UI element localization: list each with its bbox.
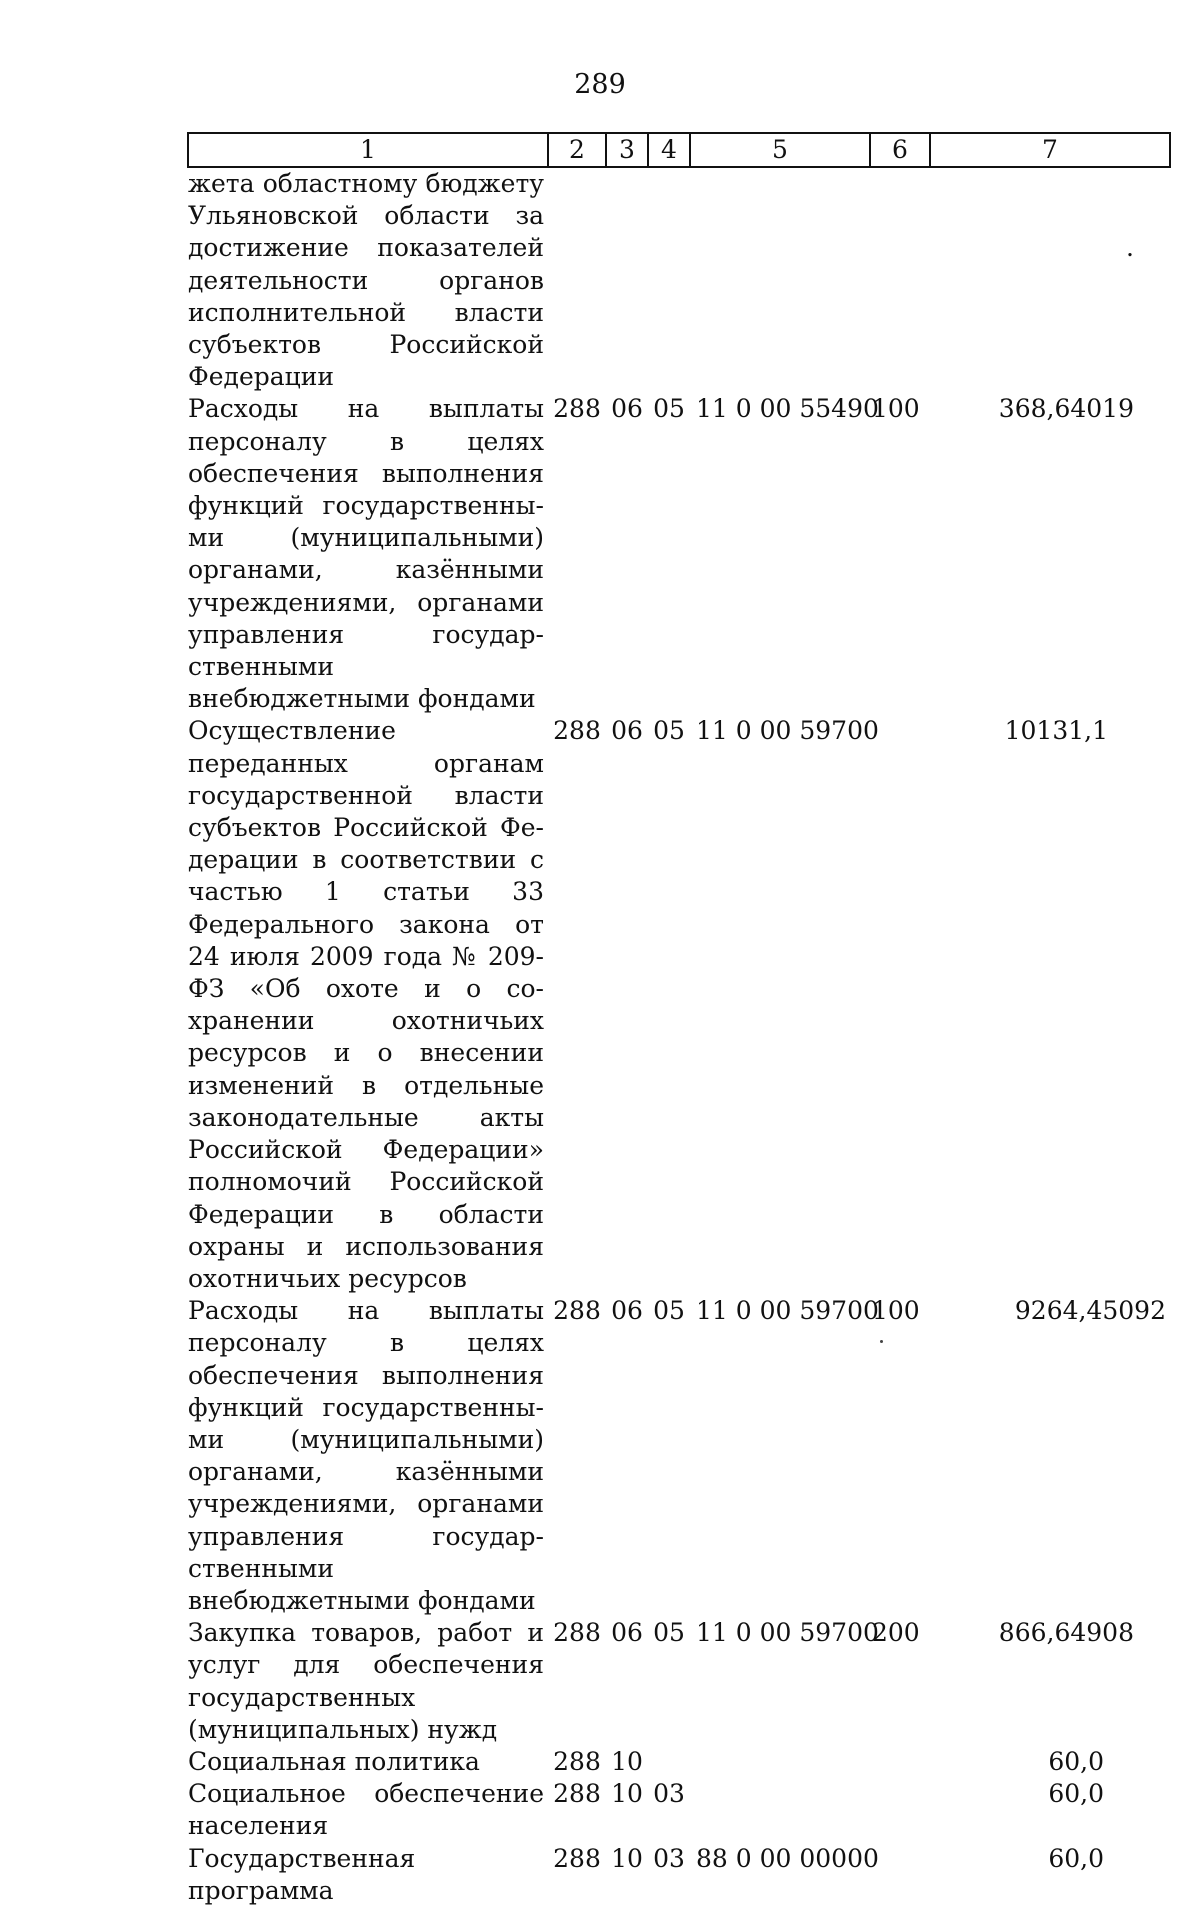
row-name: Социальная политика xyxy=(188,1746,480,1776)
row-section-code: 10 xyxy=(611,1779,643,1809)
table-row xyxy=(188,715,1170,1295)
row-target-code xyxy=(690,1778,870,1842)
row-name: Расходы на выплаты персоналу в целях обеспечения выполнения функций государственными (муниципальными) органами, казёнными учреждениями, органами управления государственными внебюджетными фондами xyxy=(188,394,544,714)
row-amount: 60,0 xyxy=(1048,1746,1104,1776)
row-subsection-code: 05 xyxy=(653,394,685,424)
header-col-3: 3 xyxy=(606,133,648,167)
row-expense-type xyxy=(870,167,930,393)
stray-dot xyxy=(880,1340,883,1343)
row-amount: 9264,45092 xyxy=(1014,1296,1166,1326)
row-section-code: 06 xyxy=(611,1618,643,1648)
row-amount: 10131,1 xyxy=(1004,716,1108,746)
header-col-2: 2 xyxy=(548,133,606,167)
row-expense-type: 100 xyxy=(872,394,920,424)
row-section-code xyxy=(606,167,648,393)
row-section-code: 10 xyxy=(611,1843,643,1873)
row-subsection-code: 03 xyxy=(653,1843,685,1873)
row-target-code xyxy=(690,1746,870,1778)
row-ministry-code: 288 xyxy=(553,1779,601,1809)
row-amount: 60,0 xyxy=(1048,1843,1104,1873)
table-row xyxy=(188,1295,1170,1617)
row-section-code: 10 xyxy=(611,1746,643,1776)
row-section-code: 06 xyxy=(611,1296,643,1326)
page-number: 289 xyxy=(574,69,626,100)
header-col-4: 4 xyxy=(648,133,690,167)
row-target-code: 11 0 00 59700 xyxy=(696,1618,879,1648)
row-name: Осуществление переданных органам государственной власти субъектов Российской Федерации в соответствии с частью 1 статьи 33 Федерального закона от 24 июля 2009 года № 209-ФЗ «Об охоте и о сохранении охотничьих ресурсов и о внесении изменений в отдельные законодательные акты Российской Федерации» полномочий Российской Федерации в области охраны и использования охотничьих ресурсов xyxy=(188,716,544,1293)
stray-mark: . xyxy=(1126,233,1134,262)
row-amount xyxy=(930,167,1170,393)
header-col-6: 6 xyxy=(870,133,930,167)
row-expense-type xyxy=(870,715,930,1295)
row-ministry-code: 288 xyxy=(553,716,601,746)
row-subsection-code: 03 xyxy=(653,1779,685,1809)
row-amount: 866,64908 xyxy=(998,1618,1134,1648)
table-row xyxy=(188,393,1170,715)
row-target-code: 11 0 00 55490 xyxy=(696,394,879,424)
row-ministry-code xyxy=(548,167,606,393)
row-expense-type xyxy=(870,1746,930,1778)
row-name: жета областному бюджету Ульяновской области за достижение показателей деятельности органов исполнительной власти субъектов Российской Федерации xyxy=(188,169,544,392)
row-ministry-code: 288 xyxy=(553,1618,601,1648)
row-subsection-code xyxy=(648,167,690,393)
row-expense-type: 200 xyxy=(872,1618,920,1648)
row-target-code: 11 0 00 59700 xyxy=(696,716,879,746)
table-row xyxy=(188,1843,1170,1907)
table-row xyxy=(188,1746,1170,1778)
row-expense-type xyxy=(870,1778,930,1842)
header-row xyxy=(188,133,1170,167)
row-expense-type xyxy=(870,1843,930,1907)
row-ministry-code: 288 xyxy=(553,1843,601,1873)
table-row xyxy=(188,1617,1170,1746)
header-col-1: 1 xyxy=(188,133,548,167)
row-ministry-code: 288 xyxy=(553,394,601,424)
row-ministry-code: 288 xyxy=(553,1296,601,1326)
row-subsection-code: 05 xyxy=(653,716,685,746)
row-amount: 60,0 xyxy=(1048,1779,1104,1809)
row-ministry-code: 288 xyxy=(553,1746,601,1776)
header-col-5: 5 xyxy=(690,133,870,167)
row-section-code: 06 xyxy=(611,716,643,746)
row-target-code xyxy=(690,167,870,393)
row-subsection-code: 05 xyxy=(653,1618,685,1648)
row-target-code: 88 0 00 00000 xyxy=(696,1843,879,1873)
row-target-code: 11 0 00 59700 xyxy=(696,1296,879,1326)
row-name: Социальное обеспечение населения xyxy=(188,1779,544,1841)
table-row xyxy=(188,1778,1170,1842)
row-subsection-code: 05 xyxy=(653,1296,685,1326)
row-name: Расходы на выплаты персоналу в целях обеспечения выполнения функций государственными (муниципальными) органами, казёнными учреждениями, органами управления государственными внебюджетными фондами xyxy=(188,1296,544,1615)
row-amount: 368,64019 xyxy=(998,394,1134,424)
header-col-7: 7 xyxy=(930,133,1170,167)
budget-table xyxy=(187,132,1171,1907)
row-section-code: 06 xyxy=(611,394,643,424)
row-name: Государственная программа xyxy=(188,1843,416,1905)
row-expense-type: 100 xyxy=(872,1296,920,1326)
table-row xyxy=(188,167,1170,393)
row-subsection-code xyxy=(648,1746,690,1778)
row-name: Закупка товаров, работ и услуг для обеспечения государственных (муниципальных) нужд xyxy=(188,1618,544,1744)
